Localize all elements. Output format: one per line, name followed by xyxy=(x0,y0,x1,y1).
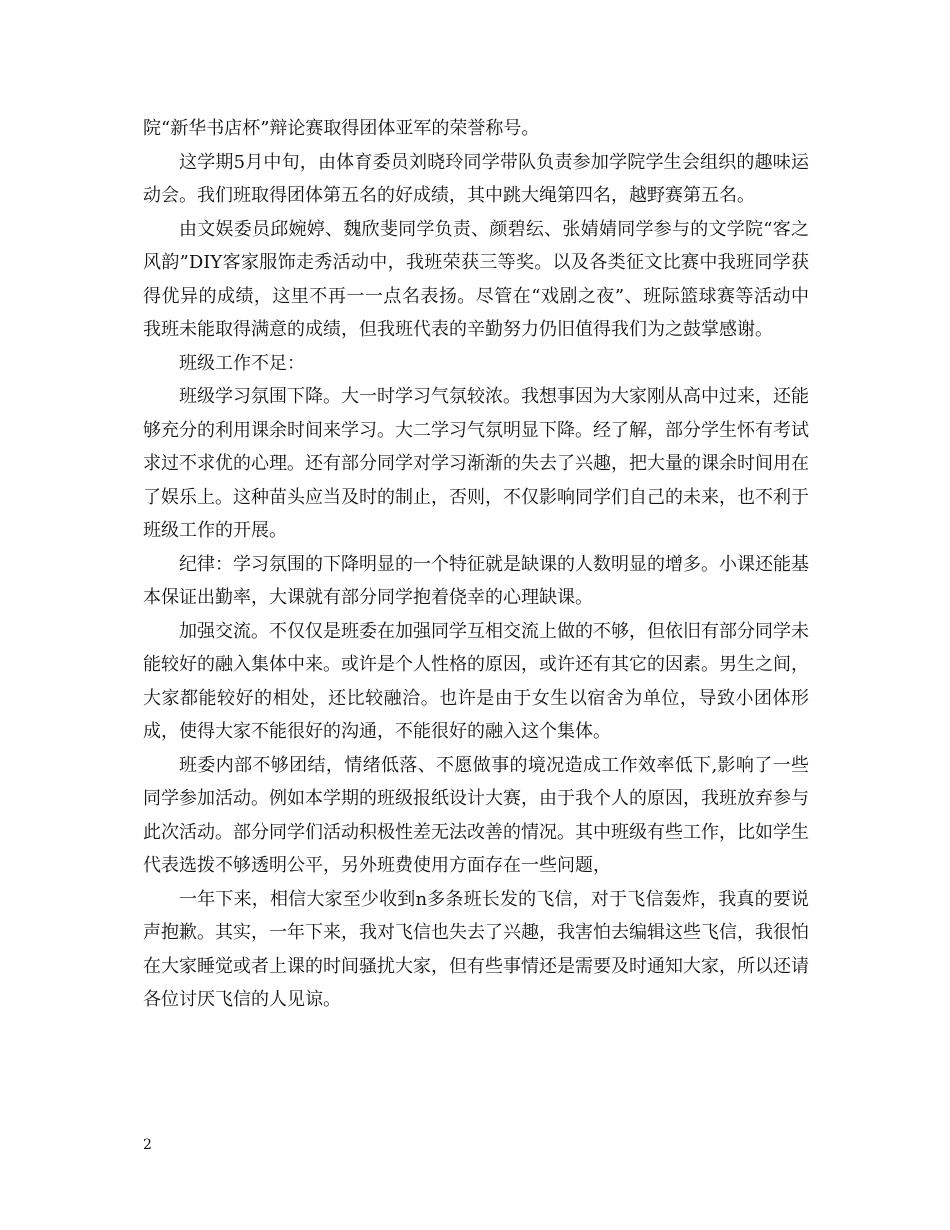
paragraph-9: 一年下来，相信大家至少收到n多条班长发的飞信，对于飞信轰炸，我真的要说声抱歉。其实，一年下来，我对飞信也失去了兴趣，我害怕去编辑这些飞信，我很怕在大家睡觉或者上课的时间骚扰大家，但有些事情还是需要及时通知大家，所以还请各位讨厌飞信的人见谅。 xyxy=(143,888,809,1010)
page-number: 2 xyxy=(143,1137,152,1153)
document-body xyxy=(143,112,809,1017)
paragraph-2: 这学期5月中旬，由体育委员刘晓玲同学带队负责参加学院学生会组织的趣味运动会。我们班取得团体第五名的好成绩，其中跳大绳第四名，越野赛第五名。 xyxy=(143,151,809,206)
paragraph-6: 纪律：学习氛围的下降明显的一个特征就是缺课的人数明显的增多。小课还能基本保证出勤率，大课就有部分同学抱着侥幸的心理缺课。 xyxy=(143,553,809,608)
paragraph-1: 院“新华书店杯”辩论赛取得团体亚军的荣誉称号。 xyxy=(143,118,540,139)
paragraph-4: 班级工作不足： xyxy=(179,352,305,374)
paragraph-3: 由文娱委员邱婉婷、魏欣斐同学负责、颜碧纭、张婧婧同学参与的文学院“客之风韵”DIY客家服饰走秀活动中，我班荣获三等奖。以及各类征文比赛中我班同学获得优异的成绩，这里不再一一点名表扬。尽管在“戏剧之夜”、班际篮球赛等活动中我班未能取得满意的成绩，但我班代表的辛勤努力仍旧值得我们为之鼓掌感谢。 xyxy=(143,218,809,340)
paragraph-7: 加强交流。不仅仅是班委在加强同学互相交流上做的不够，但依旧有部分同学未能较好的融入集体中来。或许是个人性格的原因，或许还有其它的因素。男生之间，大家都能较好的相处，还比较融洽。也许是由于女生以宿舍为单位，导致小团体形成，使得大家不能很好的沟通，不能很好的融入这个集体。 xyxy=(143,620,809,742)
paragraph-5: 班级学习氛围下降。大一时学习气氛较浓。我想事因为大家刚从高中过来，还能够充分的利用课余时间来学习。大二学习气氛明显下降。经了解，部分学生怀有考试求过不求优的心理。还有部分同学对学习渐渐的失去了兴趣，把大量的课余时间用在了娱乐上。这种苗头应当及时的制止，否则，不仅影响同学们自己的未来，也不利于班级工作的开展。 xyxy=(143,386,809,541)
paragraph-8: 班委内部不够团结，情绪低落、不愿做事的境况造成工作效率低下,影响了一些同学参加活动。例如本学期的班级报纸设计大赛，由于我个人的原因，我班放弃参与此次活动。部分同学们活动积极性差无法改善的情况。其中班级有些工作，比如学生代表选拨不够透明公平，另外班费使用方面存在一些问题， xyxy=(143,754,809,876)
